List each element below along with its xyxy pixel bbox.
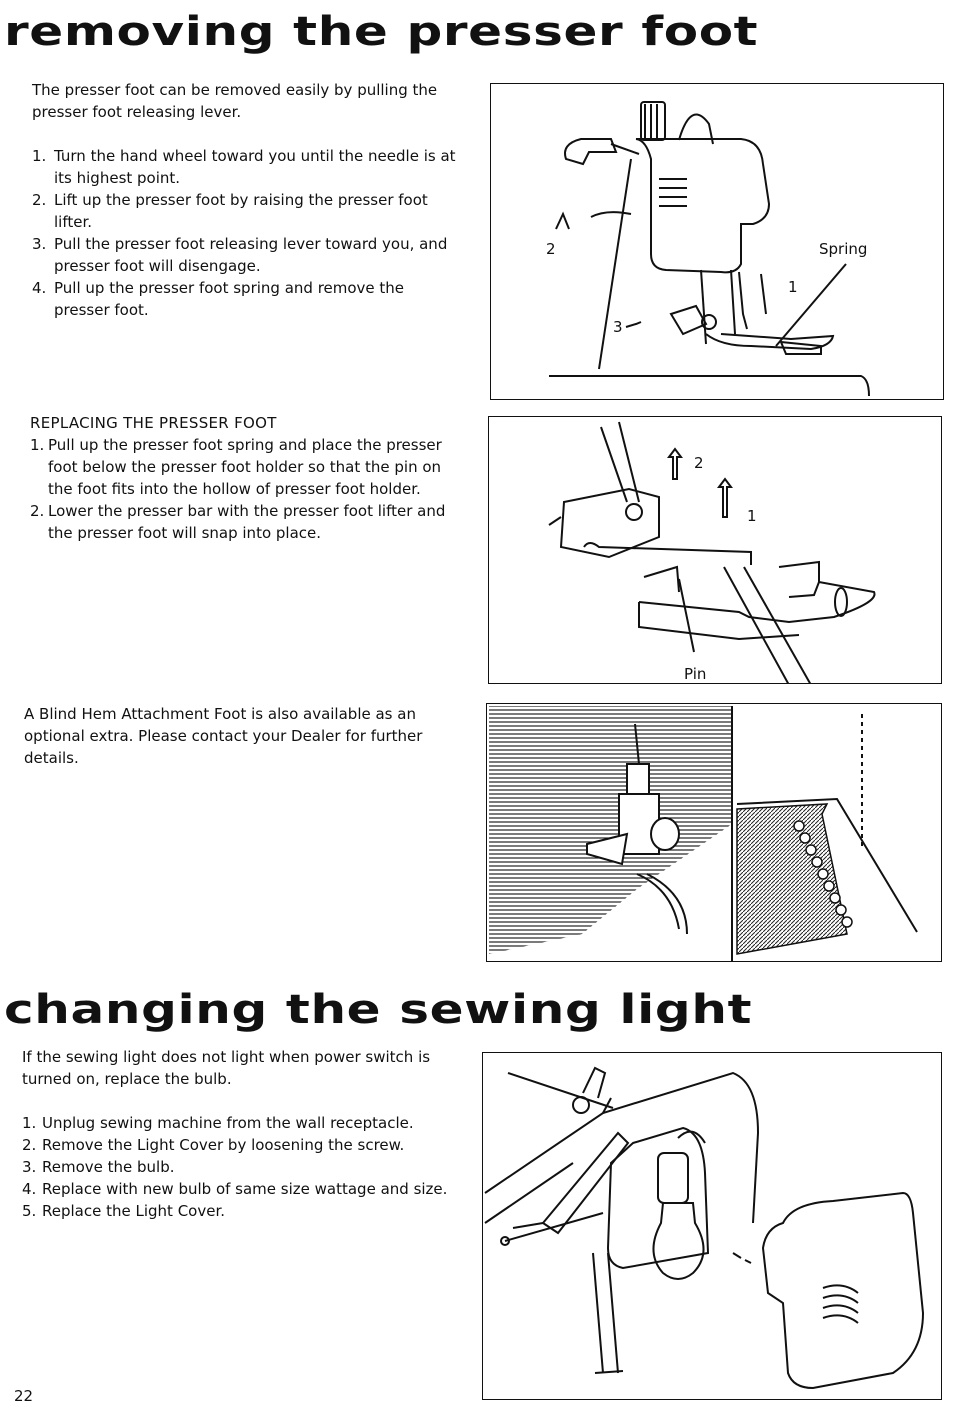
- figure-replacing-presser-foot: [488, 416, 942, 684]
- removing-steps-list: [32, 145, 462, 321]
- figure-blind-hem-foot: [486, 703, 942, 962]
- sewing-light-step-3: 3. Remove the bulb.: [22, 1158, 175, 1176]
- fig1-label-1: 1: [788, 278, 798, 296]
- fig2-label-pin: Pin: [684, 665, 707, 683]
- sewing-light-step-5: 5. Replace the Light Cover.: [22, 1202, 226, 1220]
- sewing-light-step-4: 4. Replace with new bulb of same size wattage and size.: [22, 1180, 448, 1198]
- fig2-label-2: 2: [694, 454, 704, 472]
- blind-hem-illustration: [487, 704, 942, 962]
- fig1-label-2: 2: [546, 240, 556, 258]
- removing-step-1: 1. Turn the hand wheel toward you until the needle is at its highest point.: [32, 147, 456, 187]
- replacing-steps-list: [30, 434, 460, 544]
- removing-instructions: [32, 79, 462, 321]
- page-number: 22: [14, 1387, 34, 1405]
- sewing-light-intro: If the sewing light does not light when power switch is turned on, replace the bulb.: [22, 1048, 431, 1088]
- blind-hem-note-block: [24, 703, 454, 769]
- removing-step-2: 2. Lift up the presser foot by raising the presser foot lifter.: [32, 191, 428, 231]
- section-title-removing-presser-foot: removing the presser foot: [4, 9, 759, 55]
- sewing-light-steps-list: [22, 1112, 472, 1222]
- replacing-instructions: [30, 412, 460, 544]
- sewing-light-illustration: [483, 1053, 942, 1400]
- fig1-label-3: 3: [613, 318, 623, 336]
- sewing-light-step-1: 1. Unplug sewing machine from the wall receptacle.: [22, 1114, 414, 1132]
- presser-foot-removal-illustration: [491, 84, 944, 400]
- replacing-step-1: 1. Pull up the presser foot spring and place the presser foot below the presser foot holder so that the pin on the foot fits into the hollow of presser foot holder.: [30, 436, 442, 498]
- figure-sewing-light: [482, 1052, 942, 1400]
- sewing-light-step-2: 2. Remove the Light Cover by loosening the screw.: [22, 1136, 405, 1154]
- removing-step-3: 3. Pull the presser foot releasing lever toward you, and presser foot will disengage.: [32, 235, 448, 275]
- removing-step-4: 4. Pull up the presser foot spring and remove the presser foot.: [32, 279, 405, 319]
- section-title-changing-sewing-light: changing the sewing light: [4, 987, 753, 1033]
- figure-removing-presser-foot: [490, 83, 944, 400]
- fig2-label-1: 1: [747, 507, 757, 525]
- replacing-heading: REPLACING THE PRESSER FOOT: [30, 414, 277, 432]
- fig1-label-spring: Spring: [819, 240, 868, 258]
- sewing-light-instructions: [22, 1046, 472, 1222]
- blind-hem-note: A Blind Hem Attachment Foot is also available as an optional extra. Please contact your Dealer for further details.: [24, 705, 423, 767]
- removing-intro: The presser foot can be removed easily by pulling the presser foot releasing lever.: [32, 81, 438, 121]
- replacing-step-2: 2. Lower the presser bar with the presser foot lifter and the presser foot will snap into place.: [30, 502, 446, 542]
- presser-foot-replacement-illustration: [489, 417, 942, 684]
